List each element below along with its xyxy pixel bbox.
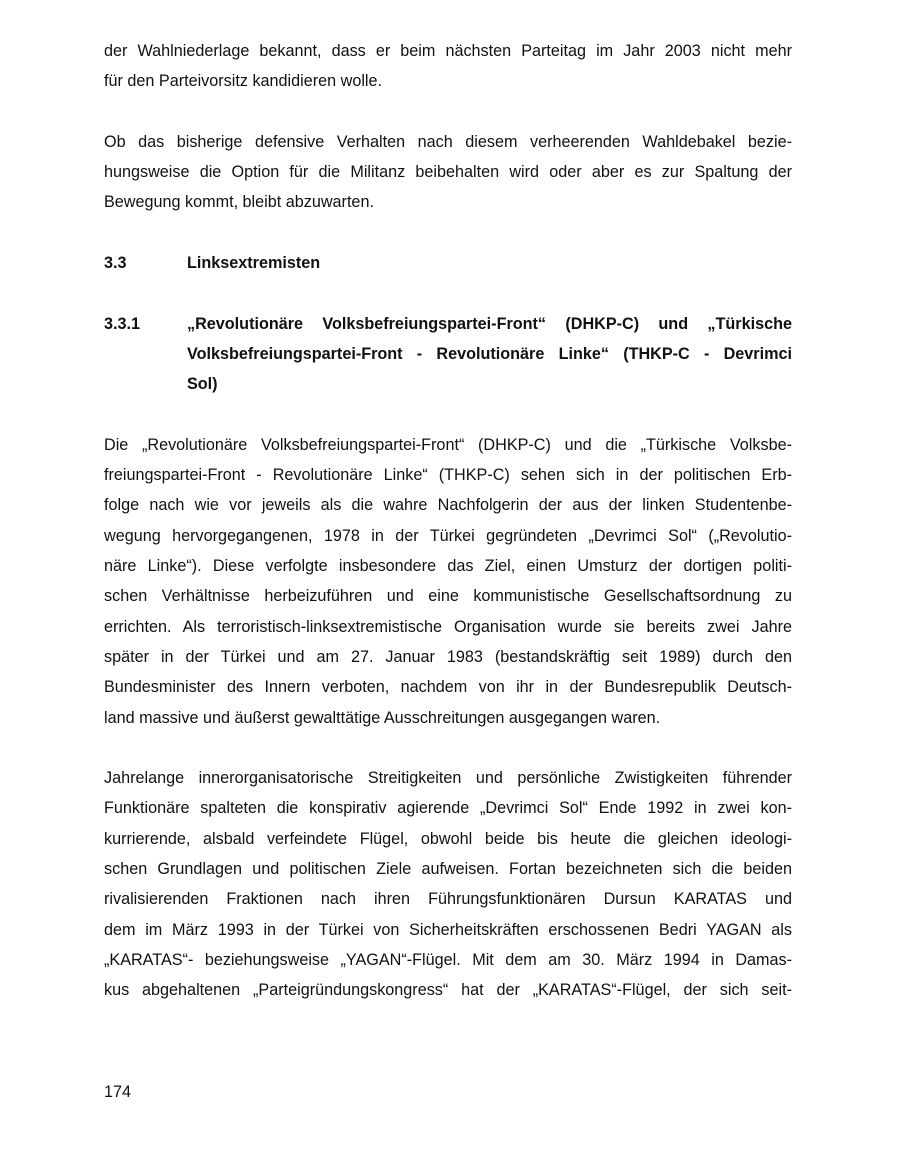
paragraph-3-line-9: Bundesminister des Innern verboten, nachdem von ihr in der Bundesrepublik Deutsch- (104, 678, 792, 697)
paragraph-3-line-2: freiungspartei-Front - Revolutionäre Linke“ (THKP-C) sehen sich in der politischen Erb- (104, 466, 792, 485)
intro-paragraph (104, 36, 792, 97)
paragraph-3-line-8: später in der Türkei und am 27. Januar 1983 (bestandskräftig seit 1989) durch den (104, 647, 792, 666)
paragraph-3-line-1: Die „Revolutionäre Volksbefreiungspartei-Front“ (DHKP-C) und die „Türkische Volksbe- (104, 435, 792, 454)
paragraph-spacer (104, 733, 792, 763)
section-title: Linksextremisten (187, 254, 321, 273)
paragraph-4-line-1: Jahrelange innerorganisatorische Streitigkeiten und persönliche Zwistigkeiten führender (104, 769, 792, 788)
paragraph-2-line-2: hungsweise die Option für die Militanz beibehalten wird oder aber es zur Spaltung der (104, 163, 792, 182)
paragraph-3-line-5: näre Linke“). Diese verfolgte insbesondere das Ziel, einen Umsturz der dortigen politi- (104, 557, 792, 576)
section-heading (104, 248, 792, 278)
paragraph-spacer (104, 218, 792, 248)
paragraph-2-line-1: Ob das bisherige defensive Verhalten nach diesem verheerenden Wahldebakel bezie- (104, 132, 792, 151)
paragraph-4-line-6: dem im März 1993 in der Türkei von Sicherheitskräften erschossenen Bedri YAGAN als (104, 920, 792, 939)
intro-line-1: der Wahlniederlage bekannt, dass er beim nächsten Parteitag im Jahr 2003 nicht mehr (104, 42, 792, 60)
subsection-title-line-3: Sol) (187, 375, 218, 394)
paragraph-4 (104, 763, 792, 1005)
paragraph-4-line-7: „KARATAS“- beziehungsweise „YAGAN“-Flügel. Mit dem am 30. März 1994 in Damas- (104, 950, 792, 969)
section-number: 3.3 (104, 254, 127, 273)
subsection-number: 3.3.1 (104, 314, 141, 333)
paragraph-3-line-6: schen Verhältnisse herbeizuführen und eine kommunistische Gesellschaftsordnung zu (104, 587, 792, 606)
paragraph-4-line-2: Funktionäre spalteten die konspirativ agierende „Devrimci Sol“ Ende 1992 in zwei kon- (104, 799, 792, 818)
paragraph-4-line-8: kus abgehaltenen „Parteigründungskongress“ hat der „KARATAS“-Flügel, der sich seit- (104, 981, 792, 1000)
paragraph-3-line-3: folge nach wie vor jeweils als die wahre Nachfolgerin der aus der linken Studentenbe- (104, 496, 792, 515)
paragraph-3-line-10: land massive und äußerst gewalttätige Ausschreitungen ausgegangen waren. (104, 708, 661, 727)
page-number: 174 (104, 1083, 132, 1101)
paragraph-3 (104, 430, 792, 733)
subsection-title-line-1: „Revolutionäre Volksbefreiungspartei-Front“ (DHKP-C) und „Türkische (187, 314, 792, 333)
intro-line-2: für den Parteivorsitz kandidieren wolle. (104, 72, 383, 91)
paragraph-2-line-3: Bewegung kommt, bleibt abzuwarten. (104, 193, 374, 212)
paragraph-4-line-4: schen Grundlagen und politischen Ziele aufweisen. Fortan bezeichneten sich die beiden (104, 860, 792, 879)
paragraph-spacer (104, 400, 792, 430)
document-page (104, 36, 792, 1006)
paragraph-4-line-5: rivalisierenden Fraktionen nach ihren Führungsfunktionären Dursun KARATAS und (104, 890, 792, 909)
paragraph-4-line-3: kurrierende, alsbald verfeindete Flügel, obwohl beide bis heute die gleichen ideologi- (104, 829, 792, 848)
paragraph-spacer (104, 278, 792, 308)
paragraph-2 (104, 127, 792, 218)
paragraph-3-line-4: wegung hervorgegangenen, 1978 in der Türkei gegründeten „Devrimci Sol“ („Revolutio- (104, 526, 792, 545)
subsection-title-line-2: Volksbefreiungspartei-Front - Revolutionäre Linke“ (THKP-C - Devrimci (187, 344, 792, 363)
subsection-heading (104, 309, 792, 400)
paragraph-spacer (104, 97, 792, 127)
paragraph-3-line-7: errichten. Als terroristisch-linksextremistische Organisation wurde sie bereits zwei Jahre (104, 617, 792, 636)
